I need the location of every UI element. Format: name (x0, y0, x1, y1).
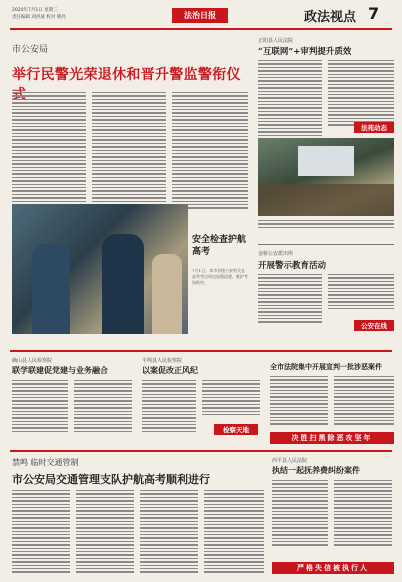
editor-line: 责任编辑 刘洪波 校对 晓亮 (12, 15, 66, 20)
court-photo-caption (258, 220, 394, 228)
security-check-photo (12, 204, 188, 334)
paper-name (172, 8, 228, 23)
anti-gang-banner (270, 432, 394, 444)
photo-caption-text: 7月1日，本市各级公安机关在高考考点周边加强巡逻，维护考场秩序。 (192, 268, 248, 285)
masthead-rule (10, 28, 392, 30)
traffic-text-b (76, 490, 134, 573)
credit-banner (272, 562, 394, 574)
article-pingyu (140, 354, 260, 446)
right-text-1b (328, 60, 394, 126)
queshan-headline: 联学联建促党建与业务融合 (12, 365, 108, 375)
photo-caption-title: 安全检查护航高考 (192, 235, 247, 257)
pingyu-unit: 平舆县人民检察院 (142, 358, 183, 364)
police-online-tag: 公安在线 (354, 320, 394, 331)
court-bench (258, 184, 394, 216)
anti-gang-banner-text: 决胜扫黑除恶攻坚年 (291, 434, 373, 442)
right-article-1 (258, 34, 394, 229)
middle-row-rule (10, 350, 392, 352)
page-number: 7 (368, 4, 380, 23)
alimony-unit: 西平县人民法院 (272, 458, 308, 464)
sentencing-text-a (270, 376, 328, 425)
section-title: 政法视点 (304, 10, 357, 25)
article-queshan (10, 354, 132, 446)
bottom-row-rule (10, 450, 392, 452)
alimony-text-b (334, 480, 392, 546)
main-headline: 举行民警光荣退休和晋升警监警衔仪 (12, 67, 241, 83)
right-divider-2 (258, 244, 394, 245)
masthead (0, 0, 402, 32)
right-text-1a (258, 60, 322, 146)
paper-name-text: 法治日报 (184, 11, 216, 20)
officer-figure-2 (102, 234, 144, 334)
alimony-headline: 执结一起抚养费纠纷案件 (272, 465, 360, 475)
queshan-unit: 确山县人民检察院 (12, 358, 53, 364)
queshan-text-a (12, 380, 68, 432)
main-article (10, 34, 250, 364)
right-text-2b (328, 274, 394, 309)
main-text-col1 (12, 92, 86, 209)
right-unit-2: 金桥公安派出所 (258, 251, 294, 257)
credit-banner-text: 严格失信被执行人 (297, 564, 369, 572)
queshan-text-b (74, 380, 132, 432)
procuratorate-tag: 检察天地 (214, 424, 258, 435)
traffic-headline: 市公安局交通管理支队护航高考顺利进行 (12, 473, 210, 486)
date-line: 2020年7月1日 星期三 (12, 8, 58, 13)
traffic-text-d (204, 490, 264, 573)
pingyu-text-b (202, 380, 260, 415)
sentencing-text-b (334, 376, 394, 425)
pingyu-headline: 以案促改正风纪 (142, 365, 198, 375)
traffic-tag-line: 禁鸣 临时交通管制 (12, 458, 79, 467)
right-headline-2: 开展警示教育活动 (258, 261, 327, 271)
court-photo (258, 138, 394, 216)
court-news-tag: 法苑动态 (354, 122, 394, 133)
right-article-2 (258, 244, 394, 344)
traffic-text-c (140, 490, 198, 573)
student-figure (152, 254, 182, 334)
right-headline-1: “互联网”+审判提升质效 (258, 47, 352, 57)
court-screen (298, 146, 354, 176)
alimony-text-a (272, 480, 328, 546)
sentencing-headline: 全市法院集中开展宣判一批涉恶案件 (270, 362, 382, 371)
article-court-sentencing (268, 354, 394, 446)
right-text-2a (258, 274, 322, 323)
alimony-article (270, 454, 394, 578)
pingyu-text-a (142, 380, 196, 432)
photo-caption-box (192, 234, 248, 324)
main-text-col2 (92, 92, 166, 209)
main-text-col3 (172, 92, 248, 209)
column-tag: 市公安局 (12, 45, 49, 55)
traffic-article (10, 454, 266, 578)
right-unit-1: 正阳县人民法院 (258, 38, 294, 44)
officer-figure-1 (32, 244, 70, 334)
traffic-text-a (12, 490, 70, 573)
